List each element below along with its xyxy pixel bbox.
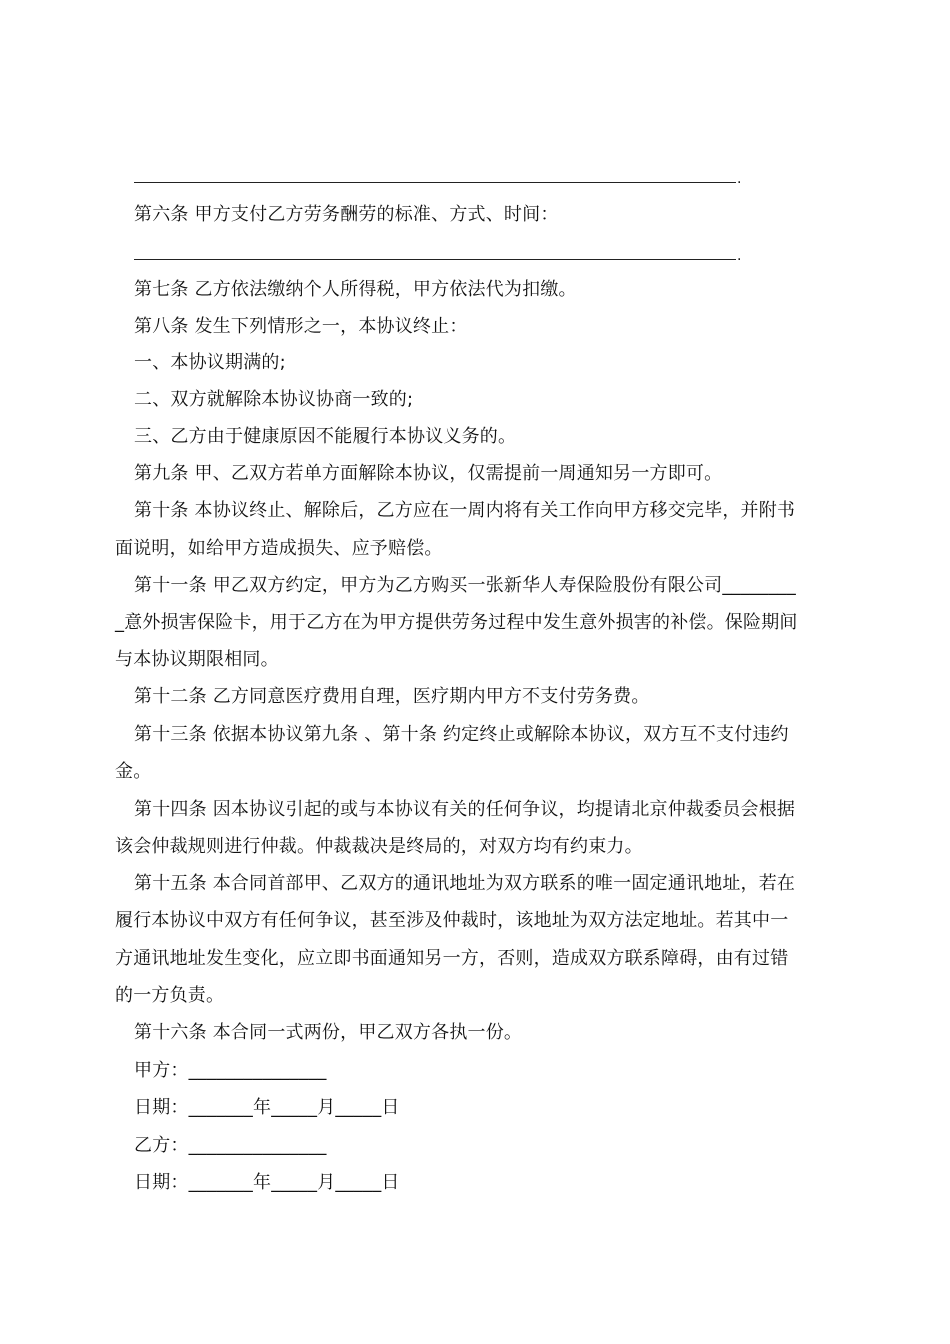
article-15-line-2: 履行本协议中双方有任何争议，甚至涉及仲裁时，该地址为双方法定地址。若其中一 [115,910,789,931]
article-13-line-1: 第十三条 依据本协议第九条 、第十条 约定终止或解除本协议，双方互不支付违约 [134,724,789,745]
article-16: 第十六条 本合同一式两份，甲乙双方各执一份。 [134,1022,523,1043]
party-b-signature: 乙方：_______________ [134,1135,327,1156]
article-10-line-2: 面说明，如给甲方造成损失、应予赔偿。 [115,538,443,559]
article-7: 第七条 乙方依法缴纳个人所得税，甲方依法代为扣缴。 [134,279,577,300]
article-11-line-3: 与本协议期限相同。 [115,649,279,670]
party-b-date: 日期：_______年_____月_____日 [134,1172,400,1193]
article-11-line-1: 第十一条 甲乙双方约定，甲方为乙方购买一张新华人寿保险股份有限公司________ [134,575,796,596]
party-a-date: 日期：_______年_____月_____日 [134,1097,400,1118]
article-8: 第八条 发生下列情形之一，本协议终止： [134,316,468,337]
blank-fill-line [134,182,736,183]
article-15-line-4: 的一方负责。 [115,985,225,1006]
article-14-line-2: 该会仲裁规则进行仲裁。仲裁裁决是终局的，对双方均有约束力。 [115,836,643,857]
article-14-line-1: 第十四条 因本协议引起的或与本协议有关的任何争议，均提请北京仲裁委员会根据 [134,799,796,820]
article-6: 第六条 甲方支付乙方劳务酬劳的标准、方式、时间： [134,204,559,225]
article-8-item-2: 二、双方就解除本协议协商一致的; [134,389,414,410]
article-13-line-2: 金。 [115,761,152,782]
party-a-signature: 甲方：_______________ [134,1060,327,1081]
line-end-dot: . [737,171,742,187]
article-8-item-1: 一、本协议期满的; [134,352,286,373]
article-15-line-1: 第十五条 本合同首部甲、乙双方的通讯地址为双方联系的唯一固定通讯地址，若在 [134,873,796,894]
article-12: 第十二条 乙方同意医疗费用自理，医疗期内甲方不支付劳务费。 [134,686,650,707]
article-9: 第九条 甲、乙双方若单方面解除本协议，仅需提前一周通知另一方即可。 [134,463,723,484]
article-15-line-3: 方通讯地址发生变化，应立即书面通知另一方，否则，造成双方联系障碍，由有过错 [115,948,789,969]
article-8-item-3: 三、乙方由于健康原因不能履行本协议义务的。 [134,426,517,447]
article-10-line-1: 第十条 本协议终止、解除后，乙方应在一周内将有关工作向甲方移交完毕，并附书 [134,500,796,521]
line-end-dot: . [737,248,742,264]
article-11-line-2: _意外损害保险卡，用于乙方在为甲方提供劳务过程中发生意外损害的补偿。保险期间 [115,612,798,633]
blank-fill-line [134,259,736,260]
